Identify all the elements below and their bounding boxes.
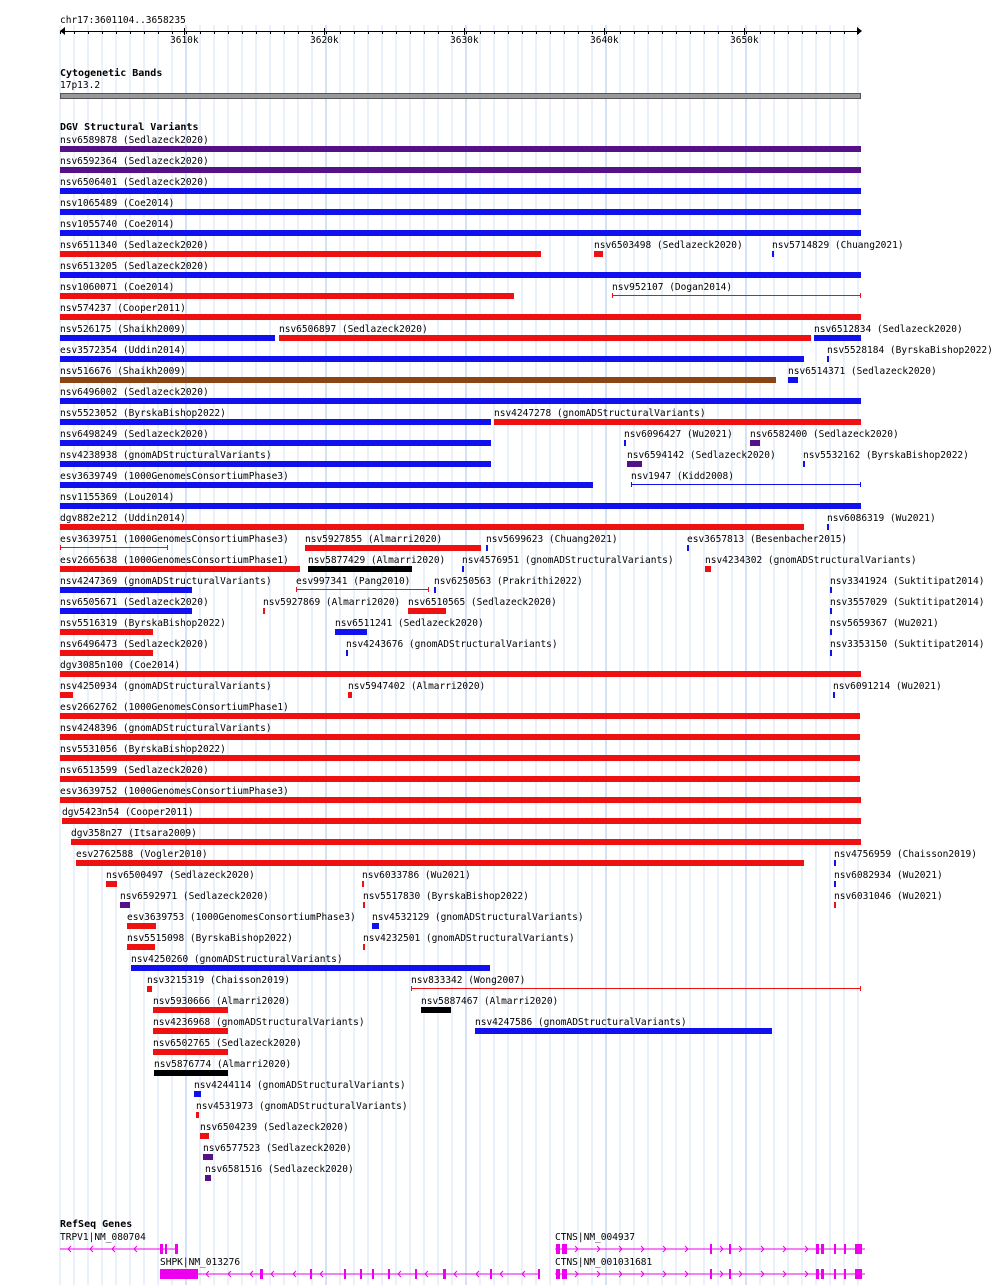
ruler-minor-tick [452, 31, 453, 34]
dgv-feature-label[interactable]: nsv6091214 (Wu2021) [833, 681, 942, 692]
ruler-major-tick [324, 28, 325, 35]
dgv-feature-endcap [411, 986, 412, 991]
cytoband-track-title: Cytogenetic Bands [60, 68, 163, 79]
dgv-feature-bar[interactable] [594, 251, 603, 257]
ruler-minor-tick [732, 31, 733, 34]
dgv-feature-label[interactable]: esv2662762 (1000GenomesConsortiumPhase1) [60, 702, 289, 713]
dgv-feature-bar[interactable] [60, 272, 861, 278]
dgv-feature-label[interactable]: nsv4232501 (gnomADStructuralVariants) [363, 933, 575, 944]
dgv-feature-bar[interactable] [434, 587, 436, 593]
dgv-feature-bar[interactable] [827, 524, 829, 530]
dgv-feature-endcap [860, 482, 861, 487]
dgv-feature-bar[interactable] [421, 1007, 451, 1013]
dgv-feature-label[interactable]: nsv4247278 (gnomADStructuralVariants) [494, 408, 706, 419]
dgv-feature-bar[interactable] [60, 755, 860, 761]
dgv-feature-bar[interactable] [205, 1175, 211, 1181]
ruler-minor-tick [158, 31, 159, 34]
dgv-feature-bar[interactable] [147, 986, 152, 992]
ruler-minor-tick [312, 31, 313, 34]
ruler-minor-tick [116, 31, 117, 34]
ruler-minor-tick [284, 31, 285, 34]
dgv-feature-label[interactable]: nsv4576951 (gnomADStructuralVariants) [462, 555, 674, 566]
dgv-feature-label[interactable]: nsv6096427 (Wu2021) [624, 429, 733, 440]
dgv-feature-label[interactable]: nsv6510565 (Sedlazeck2020) [408, 597, 557, 608]
ruler-minor-tick [186, 31, 187, 34]
ruler-minor-tick [298, 31, 299, 34]
dgv-feature-label[interactable]: nsv6250563 (Prakrithi2022) [434, 576, 583, 587]
ruler-minor-tick [858, 31, 859, 34]
dgv-feature-label[interactable]: nsv833342 (Wong2007) [411, 975, 526, 986]
ruler-major-tick [604, 28, 605, 35]
gene-exon[interactable] [816, 1269, 819, 1279]
dgv-feature-endcap [167, 545, 168, 550]
dgv-feature-label[interactable]: nsv3557029 (Suktitipat2014) [830, 597, 985, 608]
dgv-feature-bar[interactable] [60, 482, 593, 488]
ruler-major-tick [184, 28, 185, 35]
dgv-feature-label[interactable]: nsv6505671 (Sedlazeck2020) [60, 597, 209, 608]
dgv-feature-bar[interactable] [60, 629, 153, 635]
ruler-minor-tick [242, 31, 243, 34]
dgv-feature-label[interactable]: nsv1155369 (Lou2014) [60, 492, 175, 503]
dgv-feature-label[interactable]: nsv4247586 (gnomADStructuralVariants) [475, 1017, 687, 1028]
dgv-feature-label[interactable]: nsv5531056 (ByrskaBishop2022) [60, 744, 226, 755]
dgv-feature-label[interactable]: nsv1055740 (Coe2014) [60, 219, 175, 230]
dgv-feature-label[interactable]: dgv3085n100 (Coe2014) [60, 660, 181, 671]
dgv-feature-bar[interactable] [71, 839, 861, 845]
dgv-feature-bar[interactable] [60, 251, 541, 257]
dgv-feature-endcap [860, 986, 861, 991]
dgv-feature-bar[interactable] [830, 587, 832, 593]
refseq-track-title: RefSeq Genes [60, 1219, 133, 1230]
ruler-minor-tick [144, 31, 145, 34]
dgv-feature-bar[interactable] [788, 377, 798, 383]
dgv-feature-bar[interactable] [60, 335, 275, 341]
dgv-feature-bar[interactable] [60, 230, 861, 236]
ruler-minor-tick [172, 31, 173, 34]
locus-label: chr17:3601104..3658235 [60, 15, 186, 26]
dgv-feature-bar[interactable] [153, 1028, 228, 1034]
ruler-major-tick [464, 28, 465, 35]
gene-exon[interactable] [710, 1244, 712, 1254]
dgv-feature-label[interactable]: dgv5423n54 (Cooper2011) [62, 807, 194, 818]
dgv-feature-endcap [612, 293, 613, 298]
dgv-feature-label[interactable]: nsv6500497 (Sedlazeck2020) [106, 870, 255, 881]
dgv-feature-label[interactable]: esv2762588 (Vogler2010) [76, 849, 208, 860]
dgv-feature-label[interactable]: nsv6577523 (Sedlazeck2020) [203, 1143, 352, 1154]
dgv-feature-endcap [428, 587, 429, 592]
dgv-feature-label[interactable]: nsv4243676 (gnomADStructuralVariants) [346, 639, 558, 650]
dgv-feature-label[interactable]: nsv6511241 (Sedlazeck2020) [335, 618, 484, 629]
dgv-feature-bar[interactable] [348, 692, 352, 698]
ruler-major-tick [744, 28, 745, 35]
dgv-feature-line[interactable] [60, 547, 168, 548]
gene-exon[interactable] [562, 1244, 567, 1254]
gene-exon[interactable] [834, 1244, 836, 1254]
dgv-feature-bar[interactable] [834, 902, 836, 908]
dgv-feature-label[interactable]: nsv5532162 (ByrskaBishop2022) [803, 450, 969, 461]
dgv-feature-bar[interactable] [363, 902, 365, 908]
dgv-feature-bar[interactable] [833, 692, 835, 698]
dgv-feature-bar[interactable] [346, 650, 348, 656]
dgv-track-title: DGV Structural Variants [60, 122, 199, 133]
dgv-feature-endcap [296, 587, 297, 592]
ruler-minor-tick [256, 31, 257, 34]
gene-model[interactable] [0, 1267, 890, 1281]
ruler-minor-tick [270, 31, 271, 34]
dgv-feature-bar[interactable] [60, 398, 861, 404]
dgv-feature-bar[interactable] [60, 377, 776, 383]
ruler-minor-tick [410, 31, 411, 34]
dgv-feature-label[interactable]: nsv5516319 (ByrskaBishop2022) [60, 618, 226, 629]
dgv-feature-bar[interactable] [203, 1154, 213, 1160]
dgv-feature-bar[interactable] [60, 209, 861, 215]
ruler-minor-tick [760, 31, 761, 34]
dgv-feature-bar[interactable] [60, 146, 861, 152]
gene-exon[interactable] [855, 1269, 862, 1279]
ruler-minor-tick [620, 31, 621, 34]
dgv-feature-label[interactable]: nsv4250260 (gnomADStructuralVariants) [131, 954, 343, 965]
dgv-feature-label[interactable]: nsv6498249 (Sedlazeck2020) [60, 429, 209, 440]
dgv-feature-label[interactable]: nsv4756959 (Chaisson2019) [834, 849, 977, 860]
dgv-feature-line[interactable] [612, 295, 861, 296]
ruler-minor-tick [844, 31, 845, 34]
ruler-minor-tick [382, 31, 383, 34]
ruler-minor-tick [228, 31, 229, 34]
dgv-feature-label[interactable]: nsv6511340 (Sedlazeck2020) [60, 240, 209, 251]
dgv-feature-label[interactable]: nsv6594142 (Sedlazeck2020) [627, 450, 776, 461]
dgv-feature-label[interactable]: nsv6033786 (Wu2021) [362, 870, 471, 881]
gene-label[interactable]: TRPV1|NM_080704 [60, 1232, 146, 1243]
dgv-feature-bar[interactable] [279, 335, 811, 341]
dgv-feature-bar[interactable] [60, 314, 861, 320]
dgv-feature-label[interactable]: nsv6082934 (Wu2021) [834, 870, 943, 881]
dgv-feature-bar[interactable] [194, 1091, 201, 1097]
ruler-minor-tick [788, 31, 789, 34]
dgv-feature-label[interactable]: nsv6504239 (Sedlazeck2020) [200, 1122, 349, 1133]
ruler-tick-label: 3630k [450, 35, 479, 46]
ruler-minor-tick [466, 31, 467, 34]
dgv-feature-bar[interactable] [76, 860, 804, 866]
gene-model[interactable] [0, 1242, 890, 1256]
dgv-feature-label[interactable]: dgv358n27 (Itsara2009) [71, 828, 197, 839]
dgv-feature-bar[interactable] [372, 923, 379, 929]
dgv-feature-label[interactable]: nsv1065489 (Coe2014) [60, 198, 175, 209]
dgv-feature-endcap [60, 545, 61, 550]
dgv-feature-label[interactable]: nsv4248396 (gnomADStructuralVariants) [60, 723, 272, 734]
ruler-minor-tick [718, 31, 719, 34]
dgv-feature-bar[interactable] [60, 503, 861, 509]
dgv-feature-bar[interactable] [308, 566, 412, 572]
dgv-feature-label[interactable]: esv3639752 (1000GenomesConsortiumPhase3) [60, 786, 289, 797]
dgv-feature-bar[interactable] [834, 881, 836, 887]
ruler-minor-tick [536, 31, 537, 34]
ruler-tick-label: 3620k [310, 35, 339, 46]
dgv-feature-bar[interactable] [127, 923, 156, 929]
ruler-minor-tick [130, 31, 131, 34]
dgv-feature-label[interactable]: nsv5877429 (Almarri2020) [308, 555, 446, 566]
dgv-feature-bar[interactable] [60, 776, 860, 782]
dgv-feature-bar[interactable] [705, 566, 711, 572]
dgv-feature-label[interactable]: nsv516676 (Shaikh2009) [60, 366, 186, 377]
ruler-minor-tick [816, 31, 817, 34]
dgv-feature-bar[interactable] [462, 566, 464, 572]
dgv-feature-bar[interactable] [127, 944, 155, 950]
dgv-feature-label[interactable]: nsv6592364 (Sedlazeck2020) [60, 156, 209, 167]
dgv-feature-label[interactable]: esv3639749 (1000GenomesConsortiumPhase3) [60, 471, 289, 482]
dgv-feature-label[interactable]: dgv882e212 (Uddin2014) [60, 513, 186, 524]
dgv-feature-label[interactable]: nsv4250934 (gnomADStructuralVariants) [60, 681, 272, 692]
ruler-minor-tick [102, 31, 103, 34]
ruler-minor-tick [368, 31, 369, 34]
dgv-feature-label[interactable]: nsv5515098 (ByrskaBishop2022) [127, 933, 293, 944]
ruler-minor-tick [592, 31, 593, 34]
cytoband-bar[interactable] [60, 93, 861, 99]
dgv-feature-label[interactable]: nsv6582400 (Sedlazeck2020) [750, 429, 899, 440]
ruler-minor-tick [326, 31, 327, 34]
cytoband-name: 17p13.2 [60, 80, 101, 91]
ruler-minor-tick [830, 31, 831, 34]
dgv-feature-bar[interactable] [486, 545, 488, 551]
dgv-feature-bar[interactable] [60, 461, 491, 467]
ruler-tick-label: 3650k [730, 35, 759, 46]
ruler-minor-tick [200, 31, 201, 34]
dgv-feature-bar[interactable] [154, 1070, 228, 1076]
gene-exon[interactable] [821, 1269, 824, 1279]
dgv-feature-label[interactable]: nsv6581516 (Sedlazeck2020) [205, 1164, 354, 1175]
dgv-feature-label[interactable]: nsv5927855 (Almarri2020) [305, 534, 443, 545]
dgv-feature-bar[interactable] [494, 419, 861, 425]
dgv-feature-bar[interactable] [196, 1112, 199, 1118]
dgv-feature-bar[interactable] [363, 944, 365, 950]
dgv-feature-label[interactable]: nsv5528184 (ByrskaBishop2022) [827, 345, 993, 356]
dgv-feature-label[interactable]: nsv5947402 (Almarri2020) [348, 681, 486, 692]
dgv-feature-label[interactable]: nsv4244114 (gnomADStructuralVariants) [194, 1080, 406, 1091]
dgv-feature-label[interactable]: nsv526175 (Shaikh2009) [60, 324, 186, 335]
dgv-feature-label[interactable]: nsv6496002 (Sedlazeck2020) [60, 387, 209, 398]
dgv-feature-line[interactable] [296, 589, 429, 590]
dgv-feature-bar[interactable] [408, 608, 446, 614]
dgv-feature-label[interactable]: nsv4531973 (gnomADStructuralVariants) [196, 1101, 408, 1112]
dgv-feature-bar[interactable] [60, 587, 192, 593]
dgv-feature-bar[interactable] [60, 188, 861, 194]
ruler-tick-label: 3640k [590, 35, 619, 46]
dgv-feature-bar[interactable] [830, 650, 832, 656]
dgv-feature-bar[interactable] [627, 461, 642, 467]
dgv-feature-bar[interactable] [60, 692, 73, 698]
ruler-minor-tick [578, 31, 579, 34]
dgv-feature-label[interactable]: nsv4236968 (gnomADStructuralVariants) [153, 1017, 365, 1028]
ruler-minor-tick [550, 31, 551, 34]
dgv-feature-label[interactable]: nsv4247369 (gnomADStructuralVariants) [60, 576, 272, 587]
dgv-feature-label[interactable]: esv997341 (Pang2010) [296, 576, 411, 587]
gene-exon[interactable] [855, 1244, 862, 1254]
dgv-feature-label[interactable]: nsv1060071 (Coe2014) [60, 282, 175, 293]
ruler-minor-tick [746, 31, 747, 34]
dgv-feature-label[interactable]: nsv5523052 (ByrskaBishop2022) [60, 408, 226, 419]
ruler-minor-tick [648, 31, 649, 34]
gene-label[interactable]: CTNS|NM_004937 [555, 1232, 636, 1243]
dgv-feature-bar[interactable] [305, 545, 481, 551]
dgv-feature-label[interactable]: nsv3353150 (Suktitipat2014) [830, 639, 985, 650]
dgv-feature-label[interactable]: nsv3215319 (Chaisson2019) [147, 975, 290, 986]
dgv-feature-endcap [631, 482, 632, 487]
ruler-minor-tick [774, 31, 775, 34]
dgv-feature-bar[interactable] [687, 545, 689, 551]
dgv-feature-label[interactable]: nsv6506897 (Sedlazeck2020) [279, 324, 428, 335]
ruler-minor-tick [634, 31, 635, 34]
dgv-feature-label[interactable]: nsv1947 (Kidd2008) [631, 471, 734, 482]
gene-label[interactable]: SHPK|NM_013276 [160, 1257, 241, 1268]
ruler-minor-tick [508, 31, 509, 34]
dgv-feature-label[interactable]: nsv952107 (Dogan2014) [612, 282, 733, 293]
dgv-feature-label[interactable]: nsv5930666 (Almarri2020) [153, 996, 291, 1007]
dgv-feature-label[interactable]: nsv6496473 (Sedlazeck2020) [60, 639, 209, 650]
dgv-feature-label[interactable]: esv3657813 (Besenbacher2015) [687, 534, 848, 545]
ruler-minor-tick [522, 31, 523, 34]
gene-exon[interactable] [816, 1244, 819, 1254]
dgv-feature-bar[interactable] [60, 440, 491, 446]
dgv-feature-label[interactable]: nsv6589878 (Sedlazeck2020) [60, 135, 209, 146]
dgv-feature-bar[interactable] [60, 650, 153, 656]
dgv-feature-label[interactable]: nsv5887467 (Almarri2020) [421, 996, 559, 1007]
dgv-feature-bar[interactable] [362, 881, 364, 887]
dgv-feature-bar[interactable] [153, 1049, 228, 1055]
dgv-feature-label[interactable]: nsv4234302 (gnomADStructuralVariants) [705, 555, 917, 566]
dgv-feature-label[interactable]: nsv6086319 (Wu2021) [827, 513, 936, 524]
dgv-feature-label[interactable]: nsv6031046 (Wu2021) [834, 891, 943, 902]
dgv-feature-bar[interactable] [131, 965, 490, 971]
ruler-tick-label: 3610k [170, 35, 199, 46]
dgv-feature-label[interactable]: nsv6592971 (Sedlazeck2020) [120, 891, 269, 902]
ruler-minor-tick [74, 31, 75, 34]
dgv-feature-bar[interactable] [772, 251, 774, 257]
dgv-feature-label[interactable]: nsv5699623 (Chuang2021) [486, 534, 618, 545]
dgv-feature-endcap [860, 293, 861, 298]
ruler-minor-tick [662, 31, 663, 34]
dgv-feature-label[interactable]: nsv6512834 (Sedlazeck2020) [814, 324, 963, 335]
ruler-minor-tick [214, 31, 215, 34]
ruler-minor-tick [340, 31, 341, 34]
dgv-feature-label[interactable]: nsv5714829 (Chuang2021) [772, 240, 904, 251]
dgv-feature-label[interactable]: nsv5876774 (Almarri2020) [154, 1059, 292, 1070]
dgv-feature-bar[interactable] [60, 713, 860, 719]
ruler-axis [60, 31, 861, 32]
ruler-minor-tick [802, 31, 803, 34]
ruler-minor-tick [606, 31, 607, 34]
dgv-feature-bar[interactable] [60, 356, 804, 362]
dgv-feature-bar[interactable] [120, 902, 130, 908]
dgv-feature-bar[interactable] [60, 671, 861, 677]
gene-exon[interactable] [729, 1269, 731, 1279]
ruler-minor-tick [494, 31, 495, 34]
dgv-feature-label[interactable]: nsv5927869 (Almarri2020) [263, 597, 401, 608]
dgv-feature-bar[interactable] [814, 335, 861, 341]
ruler-minor-tick [564, 31, 565, 34]
dgv-feature-label[interactable]: esv3639753 (1000GenomesConsortiumPhase3) [127, 912, 356, 923]
gene-exon[interactable] [556, 1269, 560, 1279]
dgv-feature-bar[interactable] [475, 1028, 772, 1034]
dgv-feature-bar[interactable] [60, 293, 514, 299]
dgv-feature-bar[interactable] [153, 1007, 228, 1013]
dgv-feature-bar[interactable] [60, 608, 192, 614]
dgv-feature-bar[interactable] [263, 608, 265, 614]
gene-exon[interactable] [834, 1269, 836, 1279]
dgv-feature-bar[interactable] [62, 818, 861, 824]
dgv-feature-bar[interactable] [200, 1133, 209, 1139]
gene-exon[interactable] [729, 1244, 731, 1254]
dgv-feature-label[interactable]: nsv6514371 (Sedlazeck2020) [788, 366, 937, 377]
ruler-minor-tick [438, 31, 439, 34]
dgv-feature-bar[interactable] [60, 167, 861, 173]
gene-exon[interactable] [710, 1269, 712, 1279]
dgv-feature-label[interactable]: esv3639751 (1000GenomesConsortiumPhase3) [60, 534, 289, 545]
dgv-feature-bar[interactable] [60, 524, 804, 530]
dgv-feature-label[interactable]: nsv6513205 (Sedlazeck2020) [60, 261, 209, 272]
dgv-feature-label[interactable]: esv3572354 (Uddin2014) [60, 345, 186, 356]
dgv-feature-bar[interactable] [827, 356, 829, 362]
gene-exon[interactable] [844, 1269, 846, 1279]
ruler-minor-tick [480, 31, 481, 34]
dgv-feature-label[interactable]: nsv6503498 (Sedlazeck2020) [594, 240, 743, 251]
dgv-feature-label[interactable]: nsv6502765 (Sedlazeck2020) [153, 1038, 302, 1049]
dgv-feature-bar[interactable] [830, 608, 832, 614]
ruler-minor-tick [704, 31, 705, 34]
dgv-feature-label[interactable]: nsv6506401 (Sedlazeck2020) [60, 177, 209, 188]
dgv-feature-bar[interactable] [624, 440, 626, 446]
dgv-feature-label[interactable]: nsv5659367 (Wu2021) [830, 618, 939, 629]
dgv-feature-label[interactable]: nsv6513599 (Sedlazeck2020) [60, 765, 209, 776]
gene-exon[interactable] [844, 1244, 846, 1254]
gene-label[interactable]: CTNS|NM_001031681 [555, 1257, 653, 1268]
dgv-feature-bar[interactable] [60, 419, 491, 425]
dgv-feature-line[interactable] [631, 484, 861, 485]
dgv-feature-bar[interactable] [106, 881, 117, 887]
ruler-minor-tick [88, 31, 89, 34]
dgv-feature-label[interactable]: nsv5517830 (ByrskaBishop2022) [363, 891, 529, 902]
dgv-feature-bar[interactable] [750, 440, 760, 446]
dgv-feature-label[interactable]: nsv4238938 (gnomADStructuralVariants) [60, 450, 272, 461]
dgv-feature-bar[interactable] [803, 461, 805, 467]
dgv-feature-bar[interactable] [335, 629, 367, 635]
gene-exon[interactable] [556, 1244, 560, 1254]
dgv-feature-label[interactable]: nsv4532129 (gnomADStructuralVariants) [372, 912, 584, 923]
ruler-minor-tick [396, 31, 397, 34]
dgv-feature-bar[interactable] [60, 734, 860, 740]
dgv-feature-bar[interactable] [830, 629, 832, 635]
dgv-feature-line[interactable] [411, 988, 861, 989]
gene-exon[interactable] [562, 1269, 567, 1279]
dgv-feature-label[interactable]: nsv3341924 (Suktitipat2014) [830, 576, 985, 587]
dgv-feature-bar[interactable] [60, 797, 861, 803]
dgv-feature-label[interactable]: nsv574237 (Cooper2011) [60, 303, 186, 314]
gene-exon[interactable] [821, 1244, 824, 1254]
ruler-minor-tick [690, 31, 691, 34]
ruler-minor-tick [676, 31, 677, 34]
ruler-minor-tick [424, 31, 425, 34]
dgv-feature-label[interactable]: esv2665638 (1000GenomesConsortiumPhase1) [60, 555, 289, 566]
ruler-minor-tick [60, 31, 61, 34]
ruler-minor-tick [354, 31, 355, 34]
dgv-feature-bar[interactable] [834, 860, 836, 866]
dgv-feature-bar[interactable] [60, 566, 300, 572]
